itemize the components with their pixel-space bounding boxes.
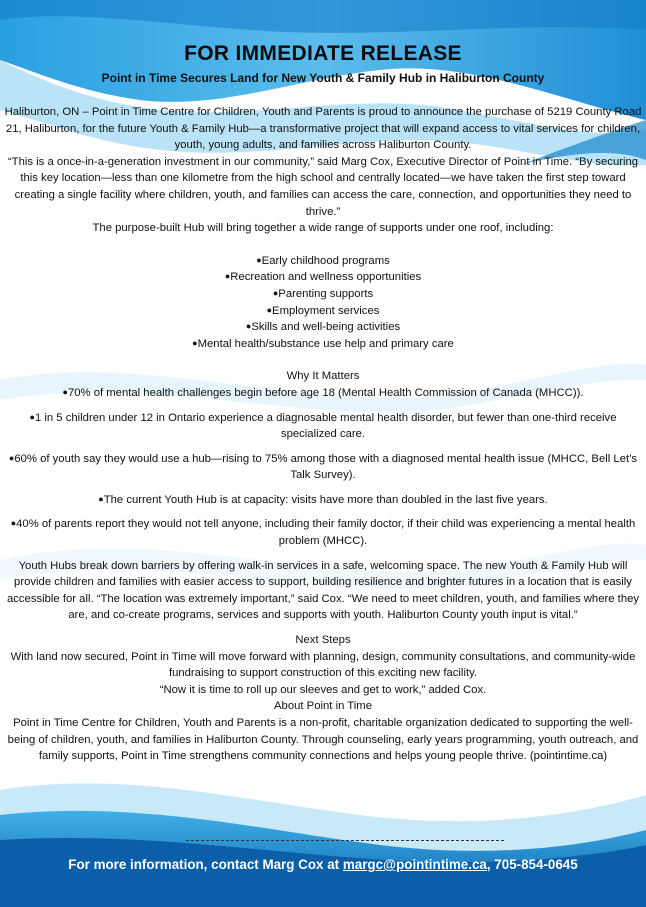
quote-paragraph: “This is a once-in-a-generation investment in our community,” said Marg Cox, Executive Director of Point in Time. “By securing this key location—less than one kilometre from the high school and centrally located—we have taken the first step toward creating a single facility where children, youth, and families can access the care, connection, and opportunities they need to thrive.”: [7, 155, 639, 218]
next-steps-text: With land now secured, Point in Time will move forward with planning, design, community consultations, and community-wide fundraising to support construction of this exciting new facility.: [10, 650, 636, 680]
support-item: ● Skills and well-being activities: [4, 319, 642, 336]
divider: [186, 840, 504, 841]
why-item: ● 40% of parents report they would not tell anyone, including their family doctor, if their child was experiencing a mental health problem (MHCC).: [4, 516, 642, 549]
contact-prefix: For more information, contact Marg Cox at: [68, 857, 340, 872]
contact-footer: [0, 857, 646, 872]
why-heading: Why It Matters: [286, 370, 360, 383]
next-steps-quote: “Now it is time to roll up our sleeves and get to work,” added Cox.: [159, 683, 487, 696]
support-item: ● Mental health/substance use help and primary care: [4, 336, 642, 353]
press-release-body: [4, 104, 642, 765]
page-title: FOR IMMEDIATE RELEASE: [184, 42, 462, 65]
why-item: ● 60% of youth say they would use a hub—rising to 75% among those with a diagnosed mental health issue (MHCC, Bell Let’s Talk Survey).: [4, 451, 642, 484]
support-item: ● Parenting supports: [4, 286, 642, 303]
why-item: ● 70% of mental health challenges begin before age 18 (Mental Health Commission of Canada (MHCC)).: [4, 385, 642, 402]
about-text: Point in Time Centre for Children, Youth and Parents is a non-profit, charitable organization dedicated to supporting the well-being of children, youth, and families in Haliburton County. Through counseling, early years programming, youth outreach, and family supports, Point in Time strengthens community connections and helps young people thrive. (pointintime.ca): [7, 717, 639, 763]
support-item: ● Early childhood programs: [4, 253, 642, 270]
next-steps-heading: Next Steps: [295, 634, 351, 647]
why-item: ● 1 in 5 children under 12 in Ontario experience a diagnosable mental health disorder, but fewer than one-third receive specialized care.: [4, 410, 642, 443]
supports-intro: The purpose-built Hub will bring together a wide range of supports under one roof, including:: [92, 222, 554, 235]
hubs-paragraph: Youth Hubs break down barriers by offering walk-in services in a safe, welcoming space. The new Youth & Family Hub will provide children and families with easier access to support, building resilience and brighter futures in a location that is easily accessible for all. “The location was extremely important,” said Cox. “We need to meet children, youth, and families where they are, and co-create programs, services and supports with youth. Haliburton County youth input is vital.”: [6, 559, 640, 622]
support-item: ● Employment services: [4, 303, 642, 320]
contact-phone: , 705-854-0645: [486, 857, 578, 872]
support-item: ● Recreation and wellness opportunities: [4, 269, 642, 286]
contact-email-link[interactable]: margc@pointintime.ca: [342, 857, 487, 872]
why-item: ● The current Youth Hub is at capacity: visits have more than doubled in the last five years.: [4, 492, 642, 509]
page-subtitle: Point in Time Secures Land for New Youth & Family Hub in Haliburton County: [101, 71, 545, 85]
intro-paragraph: Haliburton, ON – Point in Time Centre for Children, Youth and Parents is proud to announce the purchase of 5219 County Road 21, Haliburton, for the future Youth & Family Hub—a transformative project that will expand access to vital services for children, youth, young adults, and families across Haliburton County.: [4, 106, 642, 152]
about-heading: About Point in Time: [274, 700, 372, 713]
